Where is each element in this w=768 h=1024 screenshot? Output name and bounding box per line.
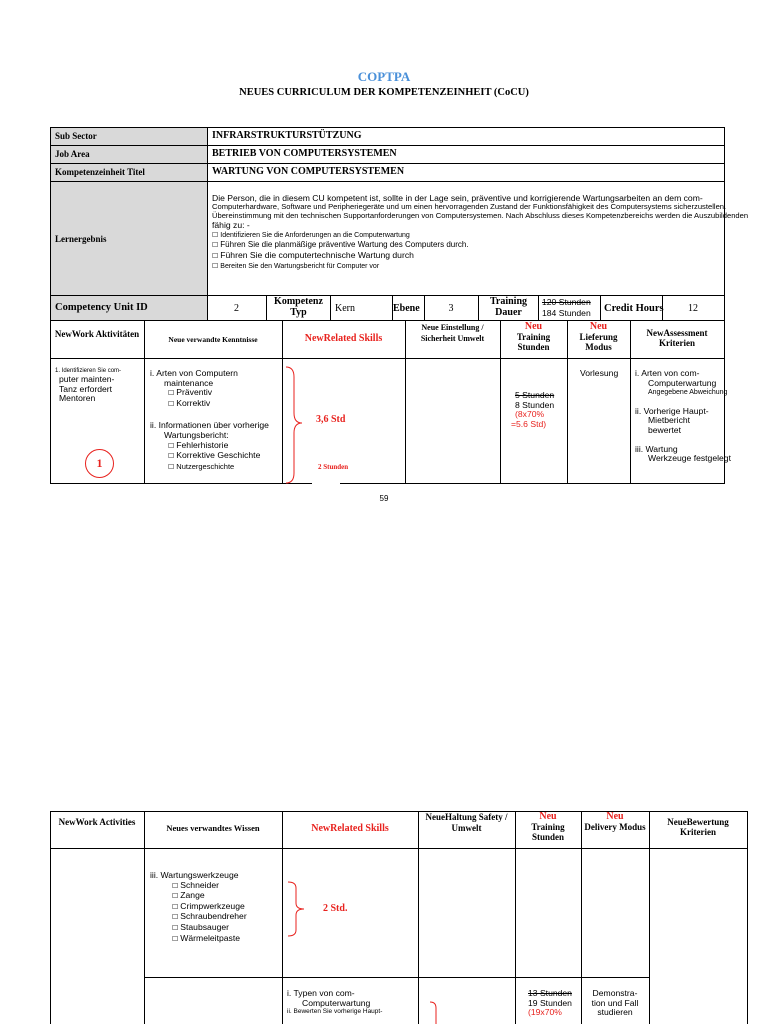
t2-header-work: NewWork Activities [58, 817, 136, 827]
ebene-label: Ebene [393, 303, 420, 314]
t1-hours-new: 8 Stunden [515, 399, 555, 410]
t1-knowledge-item: ☐ Fehlerhistorie [168, 439, 229, 450]
t1-knowledge [150, 369, 282, 472]
t1-hours-neu: Neu [524, 321, 543, 332]
t1-header-attitude: Neue Einstellung / Sicherheit Umwelt [420, 323, 485, 343]
t2-hours-neu: Neu [539, 811, 557, 822]
t1-assessment-line: bewertet [648, 424, 681, 435]
outcome-item: ☐ Identifizieren Sie die Anforderungen an die Computerwartung [212, 230, 410, 239]
t2-delivery-neu: Neu [606, 811, 624, 822]
t1-knowledge-item-text: Fehlerhistorie [176, 439, 229, 450]
t1-hours-calc: =5.6 Std) [511, 418, 547, 429]
t2-hours-old: 13 Stunden [528, 988, 572, 998]
sub-sector-label: Sub Sector [55, 131, 97, 141]
t2-header-knowledge: Neues verwandtes Wissen [166, 823, 260, 833]
t1-skills-stunden: 2 Stunden [318, 463, 349, 471]
t2-skills-std: 2 Std. [323, 903, 348, 914]
outcome-line: Übereinstimmung mit den technischen Supportanforderungen von Computersystemen. Nach Abschluss dieses Kompetenzbereichs werden die Auszubildenden [212, 210, 749, 220]
t1-knowledge-item: ☐ Präventiv [168, 387, 213, 398]
outcome-item: ☐ Führen Sie die computertechnische Wartung durch [212, 250, 414, 261]
sub-sector-value: INFRARSTRUKTURSTÜTZUNG [212, 130, 362, 141]
curly-brace-icon [286, 880, 308, 938]
t2-knowledge-item: ☐ Zange [172, 890, 205, 901]
circled-number-1: 1 [85, 449, 114, 478]
t2-knowledge-line: iii. Wartungswerkzeuge [150, 870, 239, 880]
t2-hours-new: 19 Stunden [528, 997, 572, 1008]
unit-title-label: Kompetenzeinheit Titel [55, 167, 145, 177]
job-area-value: BETRIEB VON COMPUTERSYSTEMEN [212, 148, 397, 159]
t1-assessment-line: i. Arten von com- [635, 368, 700, 378]
t2-skills-line: ii. Bewerten Sie vorherige Haupt- [287, 1008, 383, 1016]
t1-knowledge-item-text: Präventiv [176, 387, 213, 398]
t2-delivery-line: Demonstra- [592, 988, 638, 998]
t2-knowledge-item-text: Wärmeleitpaste [180, 932, 240, 943]
job-area-label: Job Area [55, 149, 90, 159]
t1-header-skills: NewRelated Skills [304, 333, 383, 344]
outcome-item: ☐ Führen Sie die planmäßige präventive Wartung des Computers durch. [212, 240, 469, 250]
document-title: COPTPA [357, 69, 411, 84]
t1-assessment-line: ii. Vorherige Haupt- [635, 405, 709, 416]
curly-brace-icon [428, 1000, 442, 1024]
t1-hours-old: 5 Stunden [515, 390, 555, 400]
t2-knowledge [150, 871, 282, 944]
t1-delivery: Vorlesung [580, 368, 619, 378]
t2-knowledge-item-text: Crimpwerkzeuge [180, 900, 245, 911]
t1-hours-calc: (8x70% [515, 409, 545, 420]
t1-work-activity [55, 367, 143, 404]
outcome-item-text: Bereiten Sie den Wartungsbericht für Computer vor [220, 263, 380, 271]
t2-skills-line: i. Typen von com- [287, 988, 355, 998]
t2-knowledge-item: ☐ Crimpwerkzeuge [172, 900, 245, 911]
unit-title-value: WARTUNG VON COMPUTERSYSTEMEN [212, 166, 405, 177]
t1-work-line: 1. Identifizieren Sie com- [55, 368, 122, 374]
outcome-line: Computerhardware, Software und Peripheriegeräte und um einen hervorragenden Zustand der Funktionsfähigkeit des Computersystems sicherzustellen. [212, 202, 727, 212]
document-subtitle: NEUES CURRICULUM DER KOMPETENZEINHEIT (CoCU) [239, 87, 529, 98]
t2-header-attitude: NeueHaltung Safety / Umwelt [425, 812, 508, 833]
outcome-item-text: Identifizieren Sie die Anforderungen an die Computerwartung [220, 231, 410, 239]
t1-work-line: puter mainten- [59, 374, 115, 384]
t1-knowledge-item-text: Nutzergeschichte [176, 461, 235, 471]
t2-knowledge-item: ☐ Wärmeleitpaste [172, 932, 240, 943]
t1-hours [511, 390, 567, 429]
page-number: 59 [379, 494, 389, 503]
t2-skills-row2 [287, 989, 418, 1016]
ebene-value: 3 [448, 303, 454, 314]
t2-delivery-label: Delivery Modus [584, 822, 646, 832]
t2-header-assessment: NeueBewertung Kriterien [667, 817, 729, 837]
credit-value: 12 [688, 303, 698, 314]
t1-delivery-label: Lieferung Modus [579, 332, 618, 352]
t1-knowledge-line: ii. Informationen über vorherige [150, 420, 269, 431]
t1-knowledge-line: Wartungsbericht: [164, 429, 229, 440]
t1-header-work: NewWork Aktivitäten [54, 329, 140, 339]
t2-knowledge-item: ☐ Schraubendreher [172, 911, 247, 922]
t2-skills-line: Computerwartung [302, 997, 371, 1008]
t1-header-hours [500, 322, 567, 352]
dauer-values [542, 297, 591, 319]
credit-label: Credit Hours [604, 303, 664, 314]
unit-id-value: 2 [234, 303, 239, 314]
outcome-label: Lernergebnis [55, 234, 107, 244]
t2-header-skills: NewRelated Skills [311, 823, 389, 834]
t1-assessment-line: Werkzeuge festgelegt [648, 453, 731, 464]
t1-knowledge-line: i. Arten von Computern [150, 368, 238, 378]
t2-delivery-line: studieren [597, 1007, 633, 1018]
dauer-old: 120 Stunden [542, 297, 591, 307]
typ-value: Kern [335, 303, 355, 314]
curly-brace-icon [284, 365, 306, 485]
t1-knowledge-item: ☐ Korrektiv [168, 397, 211, 408]
t2-header-delivery [581, 812, 649, 832]
t1-header-assessment: NewAssessment Kriterien [646, 328, 708, 348]
t2-header-hours [515, 812, 581, 842]
t1-assessment-line: iii. Wartung [635, 443, 678, 454]
outcome-line: Die Person, die in diesem CU kompetent ist, sollte in der Lage sein, präventive und korrigierende Wartungsarbeiten an dem com- [212, 193, 703, 203]
t1-assessment-line: Angegebene Abweichung [648, 389, 728, 397]
t2-knowledge-item: ☐ Schneider [172, 879, 219, 890]
t2-hours [528, 989, 582, 1018]
t1-hours-label: Training Stunden [516, 332, 551, 352]
outcome-item-text: Führen Sie die computertechnische Wartung durch [220, 250, 414, 261]
t2-knowledge-item-text: Staubsauger [180, 921, 230, 932]
outcome-item-text: Führen Sie die planmäßige präventive Wartung des Computers durch. [220, 240, 469, 250]
outcome-item: ☐ Bereiten Sie den Wartungsbericht für Computer vor [212, 262, 380, 271]
t1-work-line: Tanz erfordert [59, 383, 113, 394]
t1-assessment-line: Computerwartung [648, 377, 717, 388]
t2-hours-label: Training Stunden [531, 822, 565, 842]
t2-knowledge-item-text: Zange [180, 890, 205, 901]
t2-knowledge-item-text: Schraubendreher [180, 911, 247, 922]
t1-work-line: Mentoren [59, 393, 96, 404]
t2-hours-calc: (19x70% [528, 1007, 562, 1018]
t1-header-knowledge: Neue verwandte Kenntnisse [168, 335, 258, 344]
t1-delivery-neu: Neu [589, 321, 608, 332]
t2-delivery-line: tion und Fall [591, 997, 639, 1008]
dauer-label: Training Dauer [489, 296, 528, 318]
t2-knowledge-item-text: Schneider [180, 879, 219, 890]
t1-skills-std: 3,6 Std [316, 414, 346, 425]
t1-header-delivery [567, 322, 630, 352]
t1-assessment-line: Mietbericht [648, 415, 691, 426]
t2-delivery [581, 989, 649, 1018]
t1-knowledge-item-text: Korrektive Geschichte [176, 450, 261, 461]
t1-knowledge-item: ☐ Nutzergeschichte [168, 461, 235, 471]
t1-assessment [635, 369, 765, 464]
t1-knowledge-item: ☐ Korrektive Geschichte [168, 450, 261, 461]
t1-knowledge-line: maintenance [164, 377, 214, 388]
outcome-line: fähig zu: - [212, 220, 250, 231]
outcome-text [212, 193, 749, 271]
typ-label: Kompetenz Typ [274, 296, 323, 318]
dauer-new: 184 Stunden [542, 308, 591, 318]
unit-id-label: Competency Unit ID [55, 302, 148, 313]
t2-knowledge-item: ☐ Staubsauger [172, 921, 230, 932]
t1-knowledge-item-text: Korrektiv [176, 397, 211, 408]
